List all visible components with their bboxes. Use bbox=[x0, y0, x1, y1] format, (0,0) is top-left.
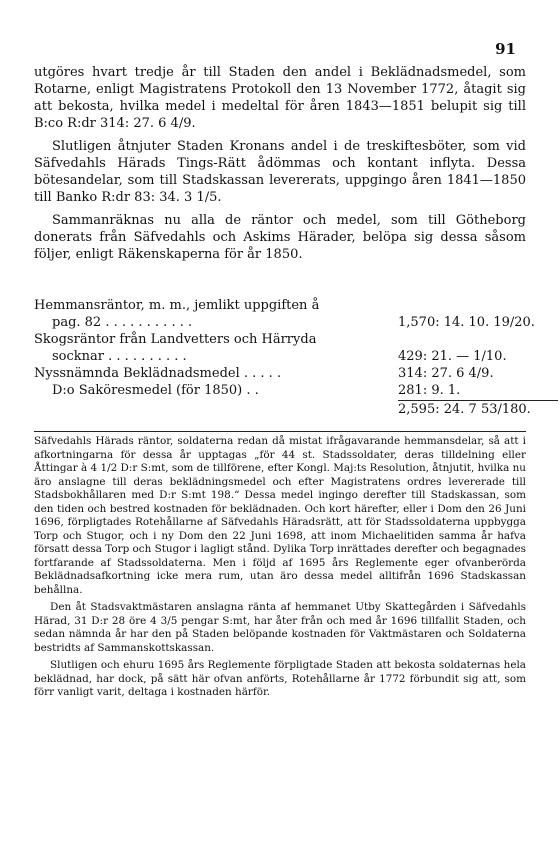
main-text bbox=[34, 64, 526, 263]
table-row bbox=[34, 348, 526, 365]
page-number: 91 bbox=[495, 40, 516, 58]
footnote: Den åt Stadsvaktmästaren anslagna ränta af hemmanet Utby Skattegården i Säfvedahls Härad, 31 D:r 28 öre 4 3/5 pengar S:mt, har åter från och med år 1696 tillfallit Staden, och sedan nämnda år har den på Staden belöpande kostnaden för Vaktmästaren och Soldaterna bestridts af Sammanskottskassan. bbox=[34, 601, 526, 654]
row-label: pag. 82 . . . . . . . . . . . bbox=[52, 315, 193, 330]
row-label: Nyssnämnda Beklädnadsmedel . . . . . bbox=[34, 366, 282, 381]
table-total: 2,595: 24. 7 53/180. bbox=[398, 402, 531, 417]
table-row bbox=[34, 382, 526, 399]
row-label: Hemmansräntor, m. m., jemlikt uppgiften å bbox=[34, 298, 320, 313]
table-total-row bbox=[34, 401, 531, 418]
footnote: Slutligen och ehuru 1695 års Reglemente förpligtade Staden att bekosta soldaternas hela beklädnad, har dock, på sätt här ofvan anförts, Rotehållarne år 1772 förbundit sig att, som förr vanligt varit, deltaga i kostnaden härför. bbox=[34, 659, 526, 698]
row-label: socknar . . . . . . . . . . bbox=[52, 349, 187, 364]
row-label: Skogsräntor från Landvetters och Härryda bbox=[34, 332, 317, 347]
table-row bbox=[34, 365, 526, 382]
footnote: Säfvedahls Härads räntor, soldaterna redan då mistat ifrågavarande hemmansdelar, så att i afkortningarna för dessa år upptagas „för 44 st. Stadssoldater, deras tilldelning eller Åttingar à 4 1/2 D:r S:mt, som de tillförene, efter Kongl. Maj:ts Resolution, åtnjutit, hvilka nu äro anslagne till deras beklädningsmedel och efter Magistratens ordres levererade till Stadsbokhållaren med D:r S:mt 198.“ Dessa medel ingingo derefter till Stadskassan, som den tiden och bestred kostnaden för beklädnaden. Och kort härefter, eller i Dom den 26 Juni 1696, förpligtades Rotehållarne af Säfvedahls Häradsrätt, att för Stadssoldaterna uppbygga Torp och Stugor, och i ny Dom den 22 Juni 1698, att inom Michaelitiden samma år hafva försatt dessa Torp och Stugor i lagligt stånd. Dylika Torp inrättades derefter och begagnades fortfarande af Stadssoldaterna. Men i följd af 1695 års Reglemente eger ofvanberörda Beklädnadsafkortning icke mera rum, utan äro dessa medel alltifrån 1696 Stadskassan behållna. bbox=[34, 435, 526, 596]
footnotes bbox=[34, 435, 526, 700]
row-value: 281: 9. 1. bbox=[398, 383, 461, 398]
row-value: 1,570: 14. 10. 19/20. bbox=[398, 315, 535, 330]
row-value: 429: 21. — 1/10. bbox=[398, 349, 507, 364]
row-value: 314: 27. 6 4/9. bbox=[398, 366, 494, 381]
table-row bbox=[34, 331, 526, 348]
paragraph: Slutligen åtnjuter Staden Kronans andel i de treskiftesböter, som vid Säfvedahls Härads Tings-Rätt ådömmas och kontant inflyta. Dessa bötesandelar, som till Stadskassan levererats, uppgingo åren 1841—1850 till Banko R:dr 83: 34. 3 1/5. bbox=[34, 139, 526, 205]
paragraph: utgöres hvart tredje år till Staden den andel i Beklädnadsmedel, som Rotarne, enligt Magistratens Protokoll den 13 November 1772, åtagit sig att bekosta, hvilka medel i medeltal för åren 1843—1851 belupit sig till B:co R:dr 314: 27. 6 4/9. bbox=[34, 65, 526, 131]
table-row bbox=[34, 297, 526, 314]
revenue-table bbox=[34, 297, 535, 418]
table-row bbox=[34, 314, 535, 331]
paragraph: Sammanräknas nu alla de räntor och medel, som till Götheborg donerats från Säfvedahls och Askims Härader, belöpa sig dessa såsom följer, enligt Räkenskaperna för år 1850. bbox=[34, 213, 526, 262]
footnote-divider bbox=[34, 431, 526, 432]
row-label: D:o Saköresmedel (för 1850) . . bbox=[52, 383, 259, 398]
